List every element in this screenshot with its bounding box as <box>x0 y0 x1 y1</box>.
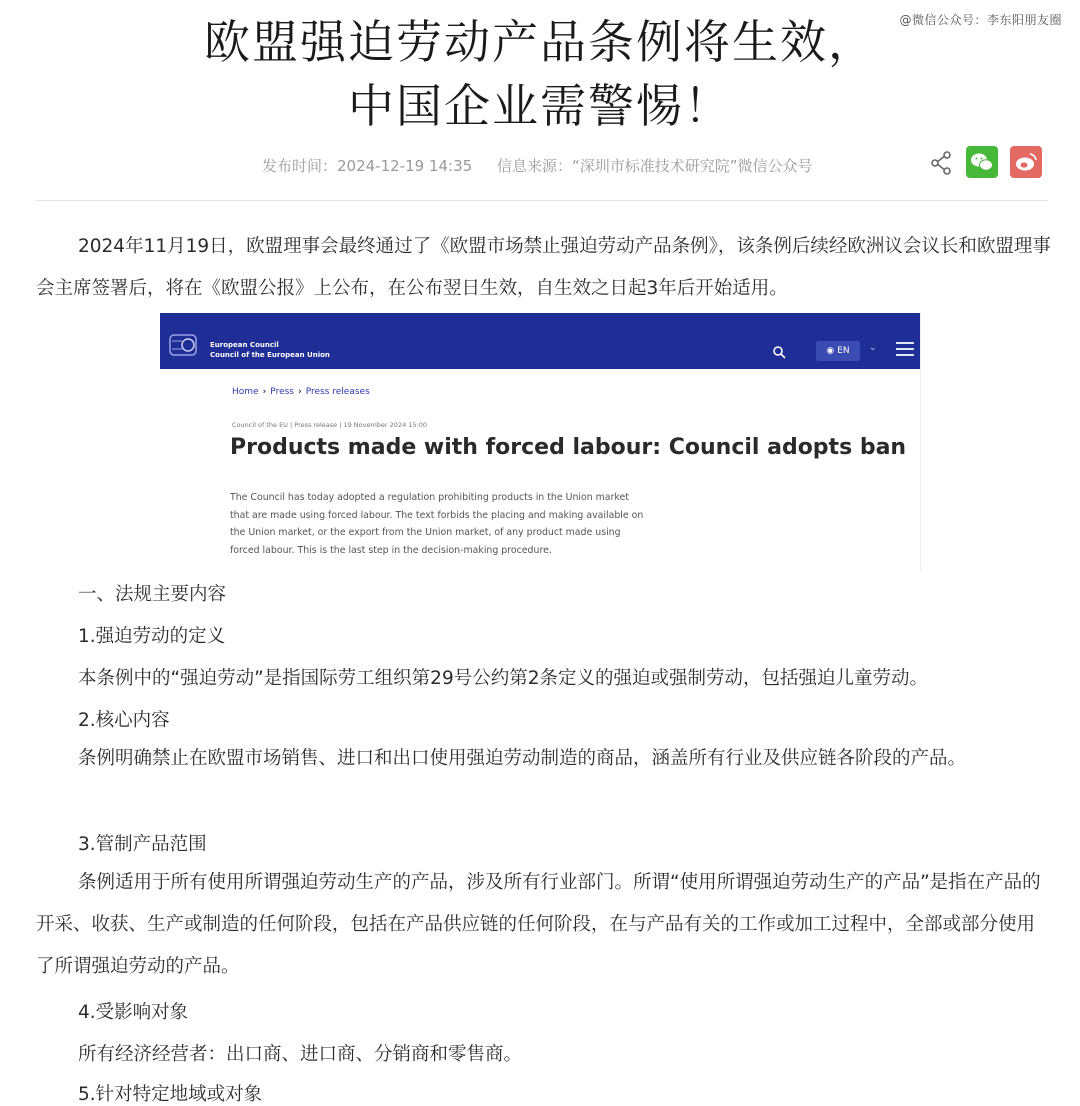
divider <box>36 200 1048 201</box>
paragraph-4: 所有经济经营者：出口商、进口商、分销商和零售商。 <box>78 1044 523 1065</box>
press-release-meta: Council of the EU | Press release | 19 November 2024 15:00 <box>232 421 428 429</box>
breadcrumb-home[interactable]: Home <box>232 387 259 397</box>
press-release-body: The Council has today adopted a regulation prohibiting products in the Union market that are made using forced labour. The text forbids the placing and making available on the Union market, or the export from the Union market, of any product made using forced labour. This is the last step in the decision-making procedure. <box>230 492 644 556</box>
watermark: @微信公众号：李东阳朋友圈 <box>899 13 1062 27</box>
eu-org-name: European Council <box>210 341 279 349</box>
share-icon[interactable] <box>930 150 952 176</box>
subheading-1: 1.强迫劳动的定义 <box>78 626 226 647</box>
eu-council-logo <box>168 331 200 359</box>
menu-icon[interactable] <box>896 342 914 356</box>
press-release-headline: Products made with forced labour: Council adopts ban <box>230 435 907 460</box>
eu-header-bar <box>160 313 920 369</box>
subheading-3: 3.管制产品范围 <box>78 834 207 855</box>
article-title-line2: 中国企业需警惕！ <box>348 79 732 133</box>
breadcrumb-press-releases[interactable]: Press releases <box>305 387 370 397</box>
article-meta <box>262 155 833 176</box>
paragraph-2: 条例明确禁止在欧盟市场销售、进口和出口使用强迫劳动制造的商品，涵盖所有行业及供应链各阶段的产品。 <box>78 748 967 769</box>
intro-paragraph: 2024年11月19日，欧盟理事会最终通过了《欧盟市场禁止强迫劳动产品条例》，该条例后续经欧洲议会议长和欧盟理事会主席签署后，将在《欧盟公报》上公布，在公布翌日生效，自生效之日起3年后开始适用。 <box>36 236 1051 299</box>
subheading-4: 4.受影响对象 <box>78 1002 189 1023</box>
section-heading: 一、法规主要内容 <box>78 584 227 605</box>
globe-icon: ◉ <box>826 346 838 356</box>
breadcrumb: Home › Press › Press releases <box>232 387 370 397</box>
paragraph-1: 本条例中的“强迫劳动”是指国际劳工组织第29号公约第2条定义的强迫或强制劳动，包括强迫儿童劳动。 <box>78 668 928 689</box>
subheading-5: 5.针对特定地域或对象 <box>78 1084 263 1105</box>
article-title-line1: 欧盟强迫劳动产品条例将生效， <box>204 15 876 69</box>
language-label: EN <box>837 346 850 356</box>
wechat-icon[interactable] <box>966 146 998 178</box>
chevron-down-icon[interactable]: ⌄ <box>869 343 877 353</box>
weibo-icon[interactable] <box>1010 146 1042 178</box>
paragraph-3: 条例适用于所有使用所谓强迫劳动生产的产品，涉及所有行业部门。所谓“使用所谓强迫劳动生产的产品”是指在产品的开采、收获、生产或制造的任何阶段，包括在产品供应链的任何阶段，在与产品有关的工作或加工过程中，全部或部分使用了所谓强迫劳动的产品。 <box>36 872 1041 977</box>
publish-time: 发布时间：2024-12-19 14:35 <box>262 157 473 175</box>
subheading-2: 2.核心内容 <box>78 710 170 731</box>
eu-org-subname: Council of the European Union <box>210 351 330 359</box>
embedded-press-release-screenshot <box>160 313 921 571</box>
search-icon[interactable] <box>772 345 786 359</box>
breadcrumb-press[interactable]: Press <box>270 387 294 397</box>
language-button[interactable] <box>816 341 860 361</box>
source: 信息来源：“深圳市标准技术研究院”微信公众号 <box>496 157 813 175</box>
